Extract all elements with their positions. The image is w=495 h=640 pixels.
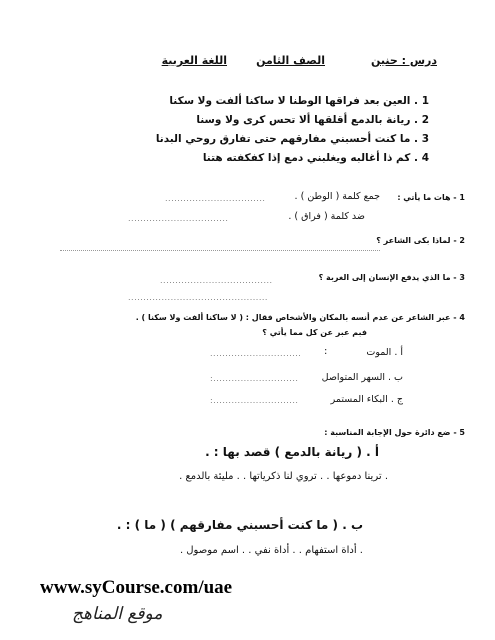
q3-label: 3 - ما الذي يدفع الإنسان إلى الغربة ؟ <box>318 273 465 282</box>
q4-label: 4 - عبر الشاعر عن عدم أنسه بالمكان والأشخاص فقال : ( لا ساكنا ألفت ولا سكنا ) . <box>135 313 465 322</box>
grade-title: الصف الثامن <box>256 54 325 67</box>
q4-answer-c-line[interactable]: :............................ <box>210 396 299 405</box>
poem-line-1: 1 . العين بعد فراقها الوطنا لا ساكنا ألفت ولا سكنا <box>169 95 429 107</box>
q4-subquestion: فبم عبر عن كل مما يأتي ؟ <box>262 328 367 337</box>
q5-part-b-options[interactable]: . أداة استفهام . . أداة نفي . . اسم موصول . <box>179 545 363 556</box>
q3-answer-line-1[interactable]: ..................................... <box>160 276 273 285</box>
poem-line-4: 4 . كم ذا أغالبه ويغلبني دمع إذا كفكفته هتنا <box>202 152 429 164</box>
poem-line-3: 3 . ما كنت أحسبني مفارقهم حتى تفارق روحي البدنا <box>155 133 429 145</box>
subject-title: اللغة العربية <box>161 54 227 67</box>
q1-item-b: ضد كلمة ( فراق ) . <box>288 211 365 222</box>
q5-label: 5 - ضع دائرة حول الإجابة المناسبة : <box>324 428 465 437</box>
q4-item-c: ج . البكاء المستمر <box>330 394 403 405</box>
q4-answer-b-line[interactable]: :............................ <box>210 374 299 383</box>
q5-part-a-options[interactable]: . ترينا دموعها . . تروي لنا ذكرياتها . . مليئة بالدمع . <box>179 471 388 482</box>
site-signature: موقع المناهج <box>72 604 163 624</box>
q3-answer-line-2[interactable]: .............................................. <box>128 293 268 302</box>
q2-label: 2 - لماذا بكى الشاعر ؟ <box>376 236 465 245</box>
lesson-title: درس : حنين <box>370 54 437 67</box>
q4-answer-a-line[interactable]: .............................. <box>210 349 302 358</box>
q1-item-a: جمع كلمة ( الوطن ) . <box>294 191 380 202</box>
q5-part-b-head: ب . ( ما كنت أحسبني مفارقهم ) ( ما ) : . <box>116 518 363 532</box>
q4-item-b: ب . السهر المتواصل <box>321 372 403 383</box>
q1-answer-a-line[interactable]: ................................. <box>165 194 266 203</box>
q1-answer-b-line[interactable]: ................................. <box>128 214 229 223</box>
site-url[interactable]: www.syCourse.com/uae <box>40 577 233 598</box>
q4-colon-a: : <box>324 346 328 357</box>
q5-part-a-head: أ . ( ريانة بالدمع ) قصد بها : . <box>205 445 379 459</box>
q1-label: 1 - هات ما يأتي : <box>397 193 465 202</box>
poem-line-2: 2 . ريانة بالدمع أقلقها ألا تحس كرى ولا وسنا <box>196 114 429 126</box>
q2-answer-line[interactable] <box>60 250 380 251</box>
q4-item-a: أ . الموت <box>366 347 403 358</box>
